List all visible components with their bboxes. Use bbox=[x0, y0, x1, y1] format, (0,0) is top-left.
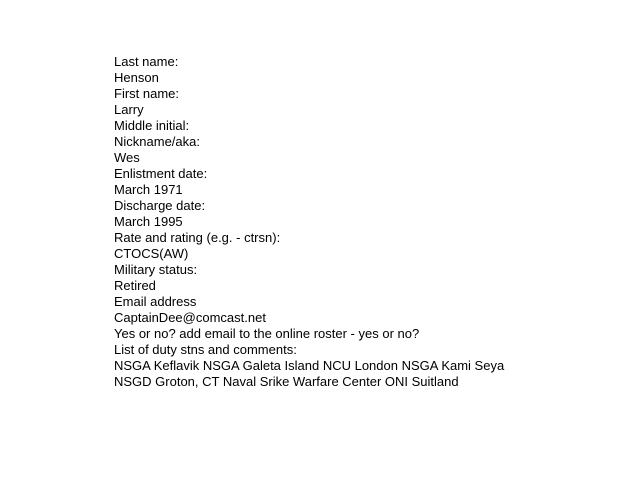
rate-rating-value: CTOCS(AW) bbox=[114, 246, 189, 261]
roster-question: Yes or no? add email to the online roster - yes or no? bbox=[114, 326, 420, 341]
first-name-label: First name: bbox=[114, 86, 180, 101]
first-name-value: Larry bbox=[114, 102, 144, 117]
nickname-label: Nickname/aka: bbox=[114, 134, 200, 149]
duty-stations-line: NSGD Groton, CT Naval Srike Warfare Center ONI Suitland bbox=[114, 374, 459, 389]
rate-rating-label: Rate and rating (e.g. - ctrsn): bbox=[114, 230, 281, 245]
last-name-label: Last name: bbox=[114, 54, 179, 69]
last-name-value: Henson bbox=[114, 70, 159, 85]
military-status-label: Military status: bbox=[114, 262, 198, 277]
nickname-value: Wes bbox=[114, 150, 140, 165]
middle-initial-label: Middle initial: bbox=[114, 118, 190, 133]
email-value: CaptainDee@comcast.net bbox=[114, 310, 266, 325]
enlistment-date-label: Enlistment date: bbox=[114, 166, 208, 181]
discharge-date-label: Discharge date: bbox=[114, 198, 206, 213]
email-label: Email address bbox=[114, 294, 197, 309]
military-status-value: Retired bbox=[114, 278, 156, 293]
service-record bbox=[114, 54, 614, 390]
duty-stations-label: List of duty stns and comments: bbox=[114, 342, 297, 357]
discharge-date-value: March 1995 bbox=[114, 214, 183, 229]
duty-stations-line: NSGA Keflavik NSGA Galeta Island NCU London NSGA Kami Seya bbox=[114, 358, 505, 373]
enlistment-date-value: March 1971 bbox=[114, 182, 183, 197]
